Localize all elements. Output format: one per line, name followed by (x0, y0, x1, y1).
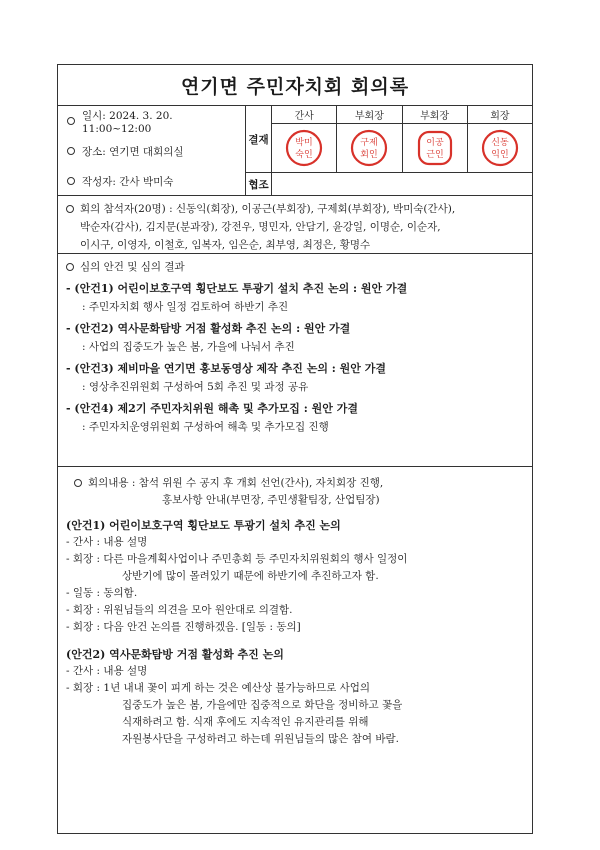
speaker: - 회장 : (66, 621, 104, 633)
statement-continued: 식재하려고 함. 식재 후에도 지속적인 유지관리를 위해 (122, 716, 369, 728)
attendees-line-2: 박순자(감사), 김지문(분과장), 강전우, 명민자, 안담기, 윤강일, 이명순, 이순자, (80, 221, 441, 233)
statement: 동의함. (103, 587, 138, 599)
content-row (66, 534, 524, 551)
speaker: - 간사 : (66, 536, 104, 548)
content-intro-1 (66, 471, 524, 492)
content-intro-2: 홍보사항 안내(부면장, 주민생활팀장, 산업팀장) (162, 494, 380, 506)
content-row (66, 551, 524, 568)
agenda-item-note: : 영상추진위원회 구성하여 5회 추진 및 과정 공유 (82, 381, 309, 393)
approval-label: 결재 (246, 106, 272, 172)
svg-text:숙인: 숙인 (295, 150, 313, 160)
content-intro-text-1: 회의내용 : 참석 위원 수 공지 후 개회 선언(간사), 자치회장 진행, (88, 477, 384, 489)
svg-text:익인: 익인 (491, 150, 509, 160)
content-row (66, 663, 524, 680)
speaker: - 간사 : (66, 665, 104, 677)
cooperation-label: 협조 (246, 172, 272, 196)
minutes-content (58, 467, 532, 752)
approval-box (246, 106, 532, 195)
statement-continued: 자원봉사단을 구성하려고 하는데 위원님들의 많은 참여 바람. (122, 733, 399, 745)
bullet-circle-icon (67, 117, 75, 125)
statement: 다음 안건 논의를 진행하겠음. [일동 : 동의] (103, 621, 301, 633)
signer-vice-chair-2 (403, 106, 468, 172)
speaker: - 일동 : (66, 587, 104, 599)
statement: 위원님들의 의견을 모아 원안대로 의결함. (103, 604, 293, 616)
meta-place-text: 장소: 연기면 대회의실 (82, 145, 184, 158)
signer-vice-chair-1 (337, 106, 402, 172)
meta-block (58, 106, 532, 196)
speaker: - 회장 : (66, 604, 104, 616)
bullet-circle-icon (67, 147, 75, 155)
signer-role: 간사 (272, 106, 336, 124)
svg-text:구제: 구제 (360, 138, 379, 148)
content-row (66, 680, 524, 697)
statement: 1년 내내 꽃이 피게 하는 것은 예산상 불가능하므로 사업의 (103, 682, 371, 694)
seal-stamp-icon (415, 128, 455, 168)
attendees-text-1: 회의 참석자(20명) : 신동익(회장), 이공근(부회장), 구제회(부회장), 박미숙(간사), (80, 203, 456, 215)
minutes-sheet (57, 64, 533, 834)
agenda-item-title: - (안건2) 역사문화탐방 거점 활성화 추진 논의 : 원안 가결 (66, 322, 351, 335)
meta-info (58, 106, 246, 195)
meta-writer-text: 작성자: 간사 박미숙 (82, 175, 174, 188)
agenda-item-title: - (안건4) 제2기 주민자치위원 해촉 및 추가모집 : 원안 가결 (66, 402, 358, 415)
agenda-heading-text: 심의 안건 및 심의 결과 (80, 261, 185, 273)
signer-chair (468, 106, 532, 172)
signer-columns (272, 106, 532, 172)
statement-continued: 상반기에 많이 몰려있기 때문에 하반기에 추진하고자 함. (122, 570, 379, 582)
agenda-item-note: : 사업의 집중도가 높은 봄, 가을에 나눠서 추진 (82, 341, 295, 353)
title-row (58, 65, 532, 106)
cooperation-cell (272, 172, 532, 196)
svg-text:신동: 신동 (491, 138, 509, 148)
attendees-line-1 (66, 200, 524, 218)
bullet-circle-icon (74, 479, 82, 487)
svg-text:박미: 박미 (295, 138, 313, 148)
speaker: - 회장 : (66, 553, 104, 565)
meta-date (58, 106, 245, 136)
seal-stamp-icon (480, 128, 520, 168)
document-title: 연기면 주민자치회 회의록 (180, 75, 410, 98)
content-row (66, 602, 524, 619)
signer-role: 부회장 (337, 106, 401, 124)
agenda-item-title: - (안건3) 제비마을 연기면 홍보동영상 제작 추진 논의 : 원안 가결 (66, 362, 387, 375)
meta-place (58, 136, 245, 166)
meta-writer (58, 166, 245, 196)
bullet-circle-icon (66, 205, 74, 213)
agenda-section (58, 254, 532, 467)
seal-stamp-icon (349, 128, 389, 168)
bullet-circle-icon (66, 263, 74, 271)
svg-text:근인: 근인 (425, 150, 444, 160)
seal-stamp-icon (284, 128, 324, 168)
svg-text:이공: 이공 (425, 138, 444, 148)
signer-role: 회장 (468, 106, 532, 124)
attendees-section (58, 196, 532, 254)
statement-continued: 집중도가 높은 봄, 가을에만 집중적으로 화단을 정비하고 꽃을 (122, 699, 403, 711)
content-item-1-title: (안건1) 어린이보호구역 횡단보도 투광기 설치 추진 논의 (66, 519, 341, 532)
content-item-2-title: (안건2) 역사문화탐방 거점 활성화 추진 논의 (66, 648, 284, 661)
attendees-line-3: 이시구, 이영자, 이철호, 임복자, 임은순, 최부영, 최정은, 황명수 (80, 239, 371, 251)
meta-date-text: 일시: 2024. 3. 20. 11:00~12:00 (82, 109, 173, 135)
svg-text:회인: 회인 (360, 150, 379, 160)
statement: 내용 설명 (103, 665, 148, 677)
statement: 내용 설명 (103, 536, 148, 548)
bullet-circle-icon (67, 177, 75, 185)
agenda-item-note: : 주민자치회 행사 일정 검토하여 하반기 추진 (82, 301, 289, 313)
content-row (66, 619, 524, 636)
agenda-heading (66, 258, 524, 276)
content-row (66, 585, 524, 602)
statement: 다른 마을계획사업이나 주민총회 등 주민자치위원회의 행사 일정이 (103, 553, 408, 565)
signer-secretary (272, 106, 337, 172)
agenda-item-note: : 주민자치운영위원회 구성하여 해촉 및 추가모집 진행 (82, 421, 329, 433)
signer-role: 부회장 (403, 106, 467, 124)
agenda-item-title: - (안건1) 어린이보호구역 횡단보도 투광기 설치 추진 논의 : 원안 가결 (66, 282, 408, 295)
speaker: - 회장 : (66, 682, 104, 694)
